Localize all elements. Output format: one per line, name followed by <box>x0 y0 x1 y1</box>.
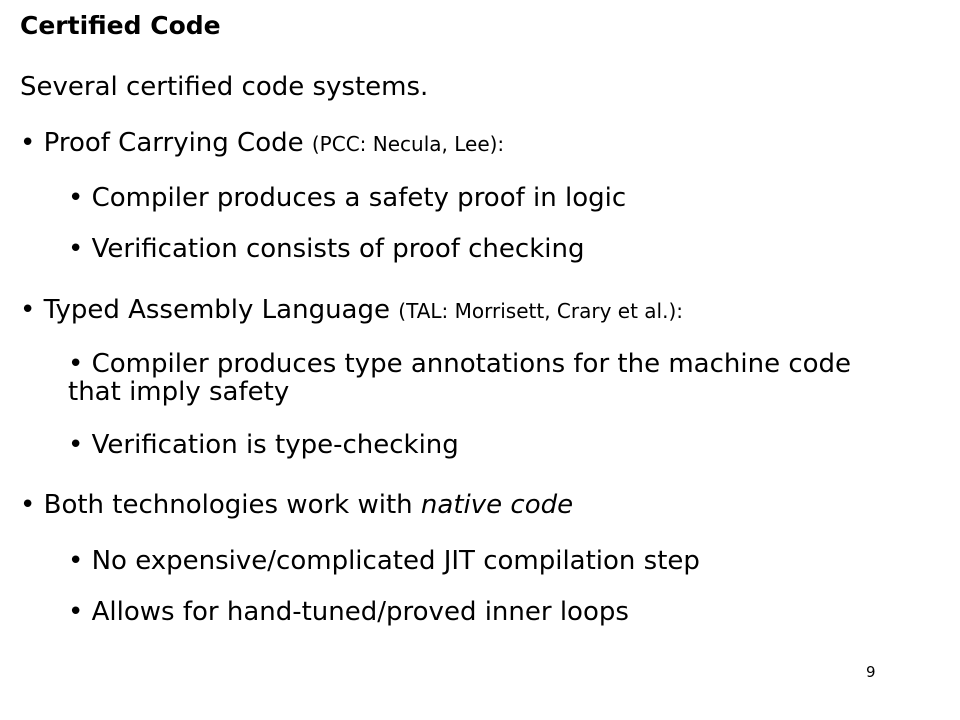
bullet-text: Typed Assembly Language <box>43 295 390 325</box>
subbullet-tal-1 <box>68 350 868 406</box>
bullet-marker: • <box>20 128 36 158</box>
subbullet-text: No expensive/complicated JIT compilation step <box>91 546 700 576</box>
bullet-marker: • <box>68 183 84 213</box>
bullet-both <box>20 490 573 520</box>
subbullet-text: Compiler produces type annotations for the machine code that imply safety <box>68 349 852 407</box>
bullet-marker: • <box>68 430 84 460</box>
bullet-note: (PCC: Necula, Lee): <box>311 132 505 156</box>
subbullet-pcc-2 <box>68 234 584 264</box>
bullet-marker: • <box>68 546 84 576</box>
slide-title: Certified Code <box>20 11 221 40</box>
bullet-marker: • <box>20 490 36 520</box>
intro-text: Several certified code systems. <box>20 72 429 102</box>
bullet-tal <box>20 295 683 326</box>
subbullet-pcc-1 <box>68 183 626 213</box>
bullet-text: Both technologies work with <box>43 490 413 520</box>
bullet-note: (TAL: Morrisett, Crary et al.): <box>398 299 683 323</box>
subbullet-text: Compiler produces a safety proof in logic <box>91 183 627 213</box>
bullet-marker: • <box>20 295 36 325</box>
bullet-marker: • <box>68 597 84 627</box>
page-number: 9 <box>866 663 876 681</box>
subbullet-text: Verification is type-checking <box>91 430 459 460</box>
bullet-pcc <box>20 128 504 159</box>
subbullet-both-1 <box>68 546 700 576</box>
subbullet-tal-2 <box>68 430 459 460</box>
bullet-emphasis: native code <box>420 490 574 520</box>
subbullet-text: Verification consists of proof checking <box>91 234 585 264</box>
subbullet-text: Allows for hand-tuned/proved inner loops <box>91 597 629 627</box>
bullet-text: Proof Carrying Code <box>43 128 304 158</box>
subbullet-both-2 <box>68 597 629 627</box>
bullet-marker: • <box>68 234 84 264</box>
bullet-marker: • <box>68 349 84 379</box>
